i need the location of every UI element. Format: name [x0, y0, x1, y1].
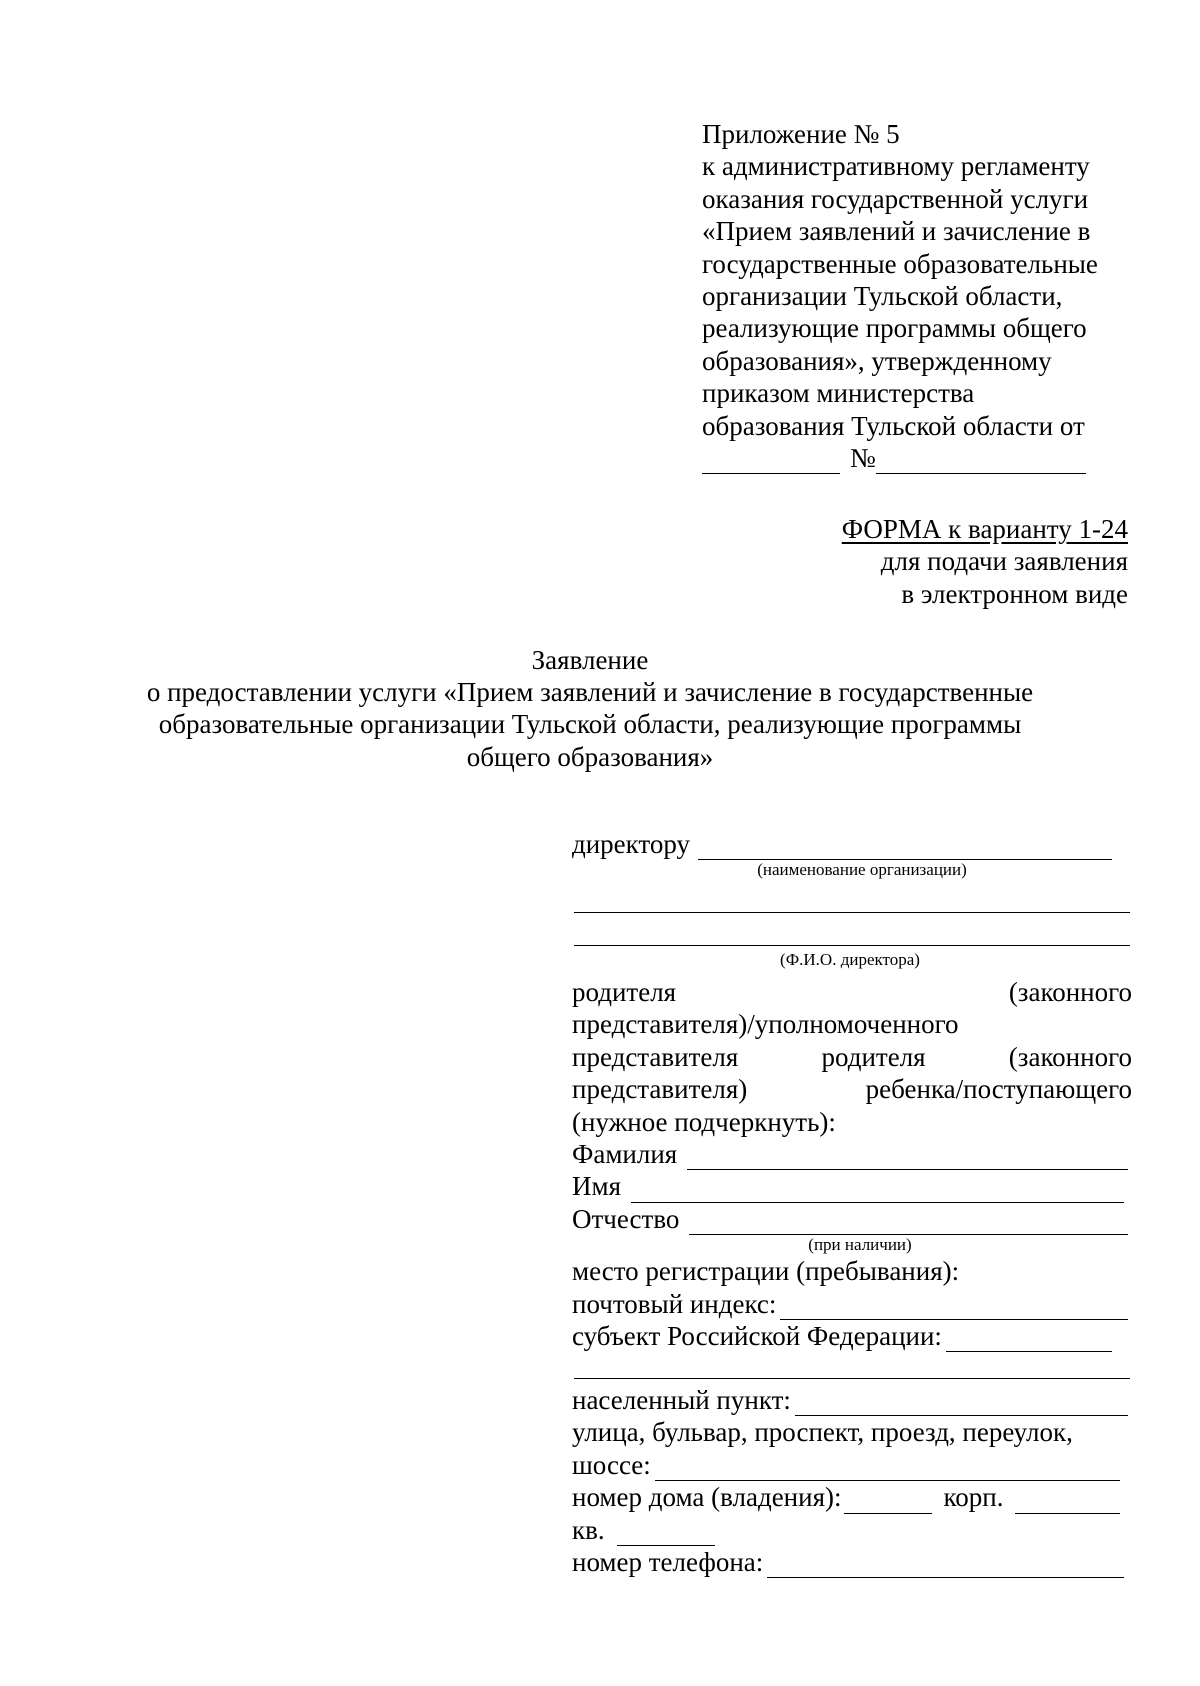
street-field[interactable] — [655, 1458, 1120, 1481]
parent-text: родителя — [572, 977, 677, 1007]
application-title — [60, 644, 1120, 773]
highway-label: шоссе: — [572, 1449, 651, 1480]
annex-line: организации Тульской области, — [702, 281, 1063, 312]
apartment-field[interactable] — [617, 1523, 715, 1546]
annex-line: реализующие программы общего — [702, 313, 1087, 344]
number-sign: № — [850, 443, 876, 474]
application-heading: Заявление — [531, 645, 649, 675]
annex-line: приказом министерства — [702, 378, 975, 409]
order-date-number-blanks — [702, 442, 1142, 474]
parent-text: представителя)/уполномоченного — [572, 1009, 959, 1040]
parent-text: ребенка/поступающего — [865, 1074, 1132, 1105]
order-number-blank[interactable] — [876, 449, 1086, 474]
patronymic-caption: (при наличии) — [808, 1235, 912, 1255]
application-subtitle-line: о предоставлении услуги «Прием заявлений и зачисление в государственные — [146, 677, 1034, 708]
postal-index-field[interactable] — [780, 1297, 1128, 1320]
patronymic-field[interactable] — [689, 1212, 1128, 1235]
annex-line: образования», утвержденному — [702, 345, 1052, 376]
name-field[interactable] — [631, 1180, 1124, 1203]
annex-line: государственные образовательные — [702, 248, 1098, 279]
annex-line: Приложение № 5 — [702, 119, 900, 149]
parent-text: представителя — [572, 1041, 739, 1072]
address-block — [572, 1384, 1132, 1578]
locality-label: населенный пункт: — [572, 1384, 791, 1415]
building-label: корп. — [943, 1482, 1004, 1513]
surname-label: Фамилия — [572, 1138, 678, 1169]
form-variant-line: для подачи заявления — [880, 546, 1128, 577]
applicant-block — [572, 976, 1132, 1352]
parent-text: (законного — [1008, 977, 1132, 1007]
annex-line: «Прием заявлений и зачисление в — [702, 216, 1091, 247]
annex-line: оказания государственной услуги — [702, 183, 1089, 214]
parent-text: родителя — [821, 1041, 926, 1072]
phone-label: номер телефона: — [572, 1546, 764, 1577]
form-variant-block — [628, 513, 1128, 610]
form-variant-line: в электронном виде — [901, 578, 1128, 609]
order-date-blank[interactable] — [702, 449, 840, 474]
parent-text: (нужное подчеркнуть): — [572, 1106, 836, 1137]
postal-index-label: почтовый индекс: — [572, 1288, 777, 1319]
application-subtitle-line: общего образования» — [466, 741, 714, 772]
apartment-label: кв. — [572, 1514, 605, 1545]
parent-text: (законного — [1008, 1041, 1132, 1072]
building-field[interactable] — [1015, 1491, 1120, 1514]
phone-field[interactable] — [767, 1555, 1124, 1578]
subject-continuation-line[interactable] — [574, 1378, 1130, 1379]
house-field[interactable] — [844, 1491, 932, 1514]
annex-line: к административному регламенту — [702, 151, 1090, 182]
surname-field[interactable] — [687, 1147, 1128, 1170]
form-variant-title: ФОРМА к варианту 1-24 — [841, 514, 1128, 544]
name-label: Имя — [572, 1171, 622, 1202]
street-label: улица, бульвар, проспект, проезд, переулок, — [572, 1417, 1073, 1448]
director-name-line[interactable] — [574, 945, 1130, 946]
organization-name-field[interactable] — [698, 837, 1112, 860]
director-label: директору — [572, 828, 691, 859]
annex-header — [702, 118, 1142, 474]
annex-line: образования Тульской области от — [702, 410, 1085, 441]
locality-field[interactable] — [795, 1393, 1128, 1416]
application-subtitle-line: образовательные организации Тульской области, реализующие программы — [158, 709, 1022, 740]
director-caption: (Ф.И.О. директора) — [780, 950, 920, 969]
director-name-line[interactable] — [574, 912, 1130, 913]
house-label: номер дома (владения): — [572, 1482, 842, 1513]
patronymic-label: Отчество — [572, 1203, 680, 1234]
subject-field[interactable] — [946, 1329, 1112, 1352]
director-block — [572, 828, 1132, 880]
registration-label: место регистрации (пребывания): — [572, 1256, 960, 1287]
subject-label: субъект Российской Федерации: — [572, 1320, 942, 1351]
organization-caption: (наименование организации) — [757, 860, 967, 880]
parent-text: представителя) — [572, 1074, 748, 1105]
